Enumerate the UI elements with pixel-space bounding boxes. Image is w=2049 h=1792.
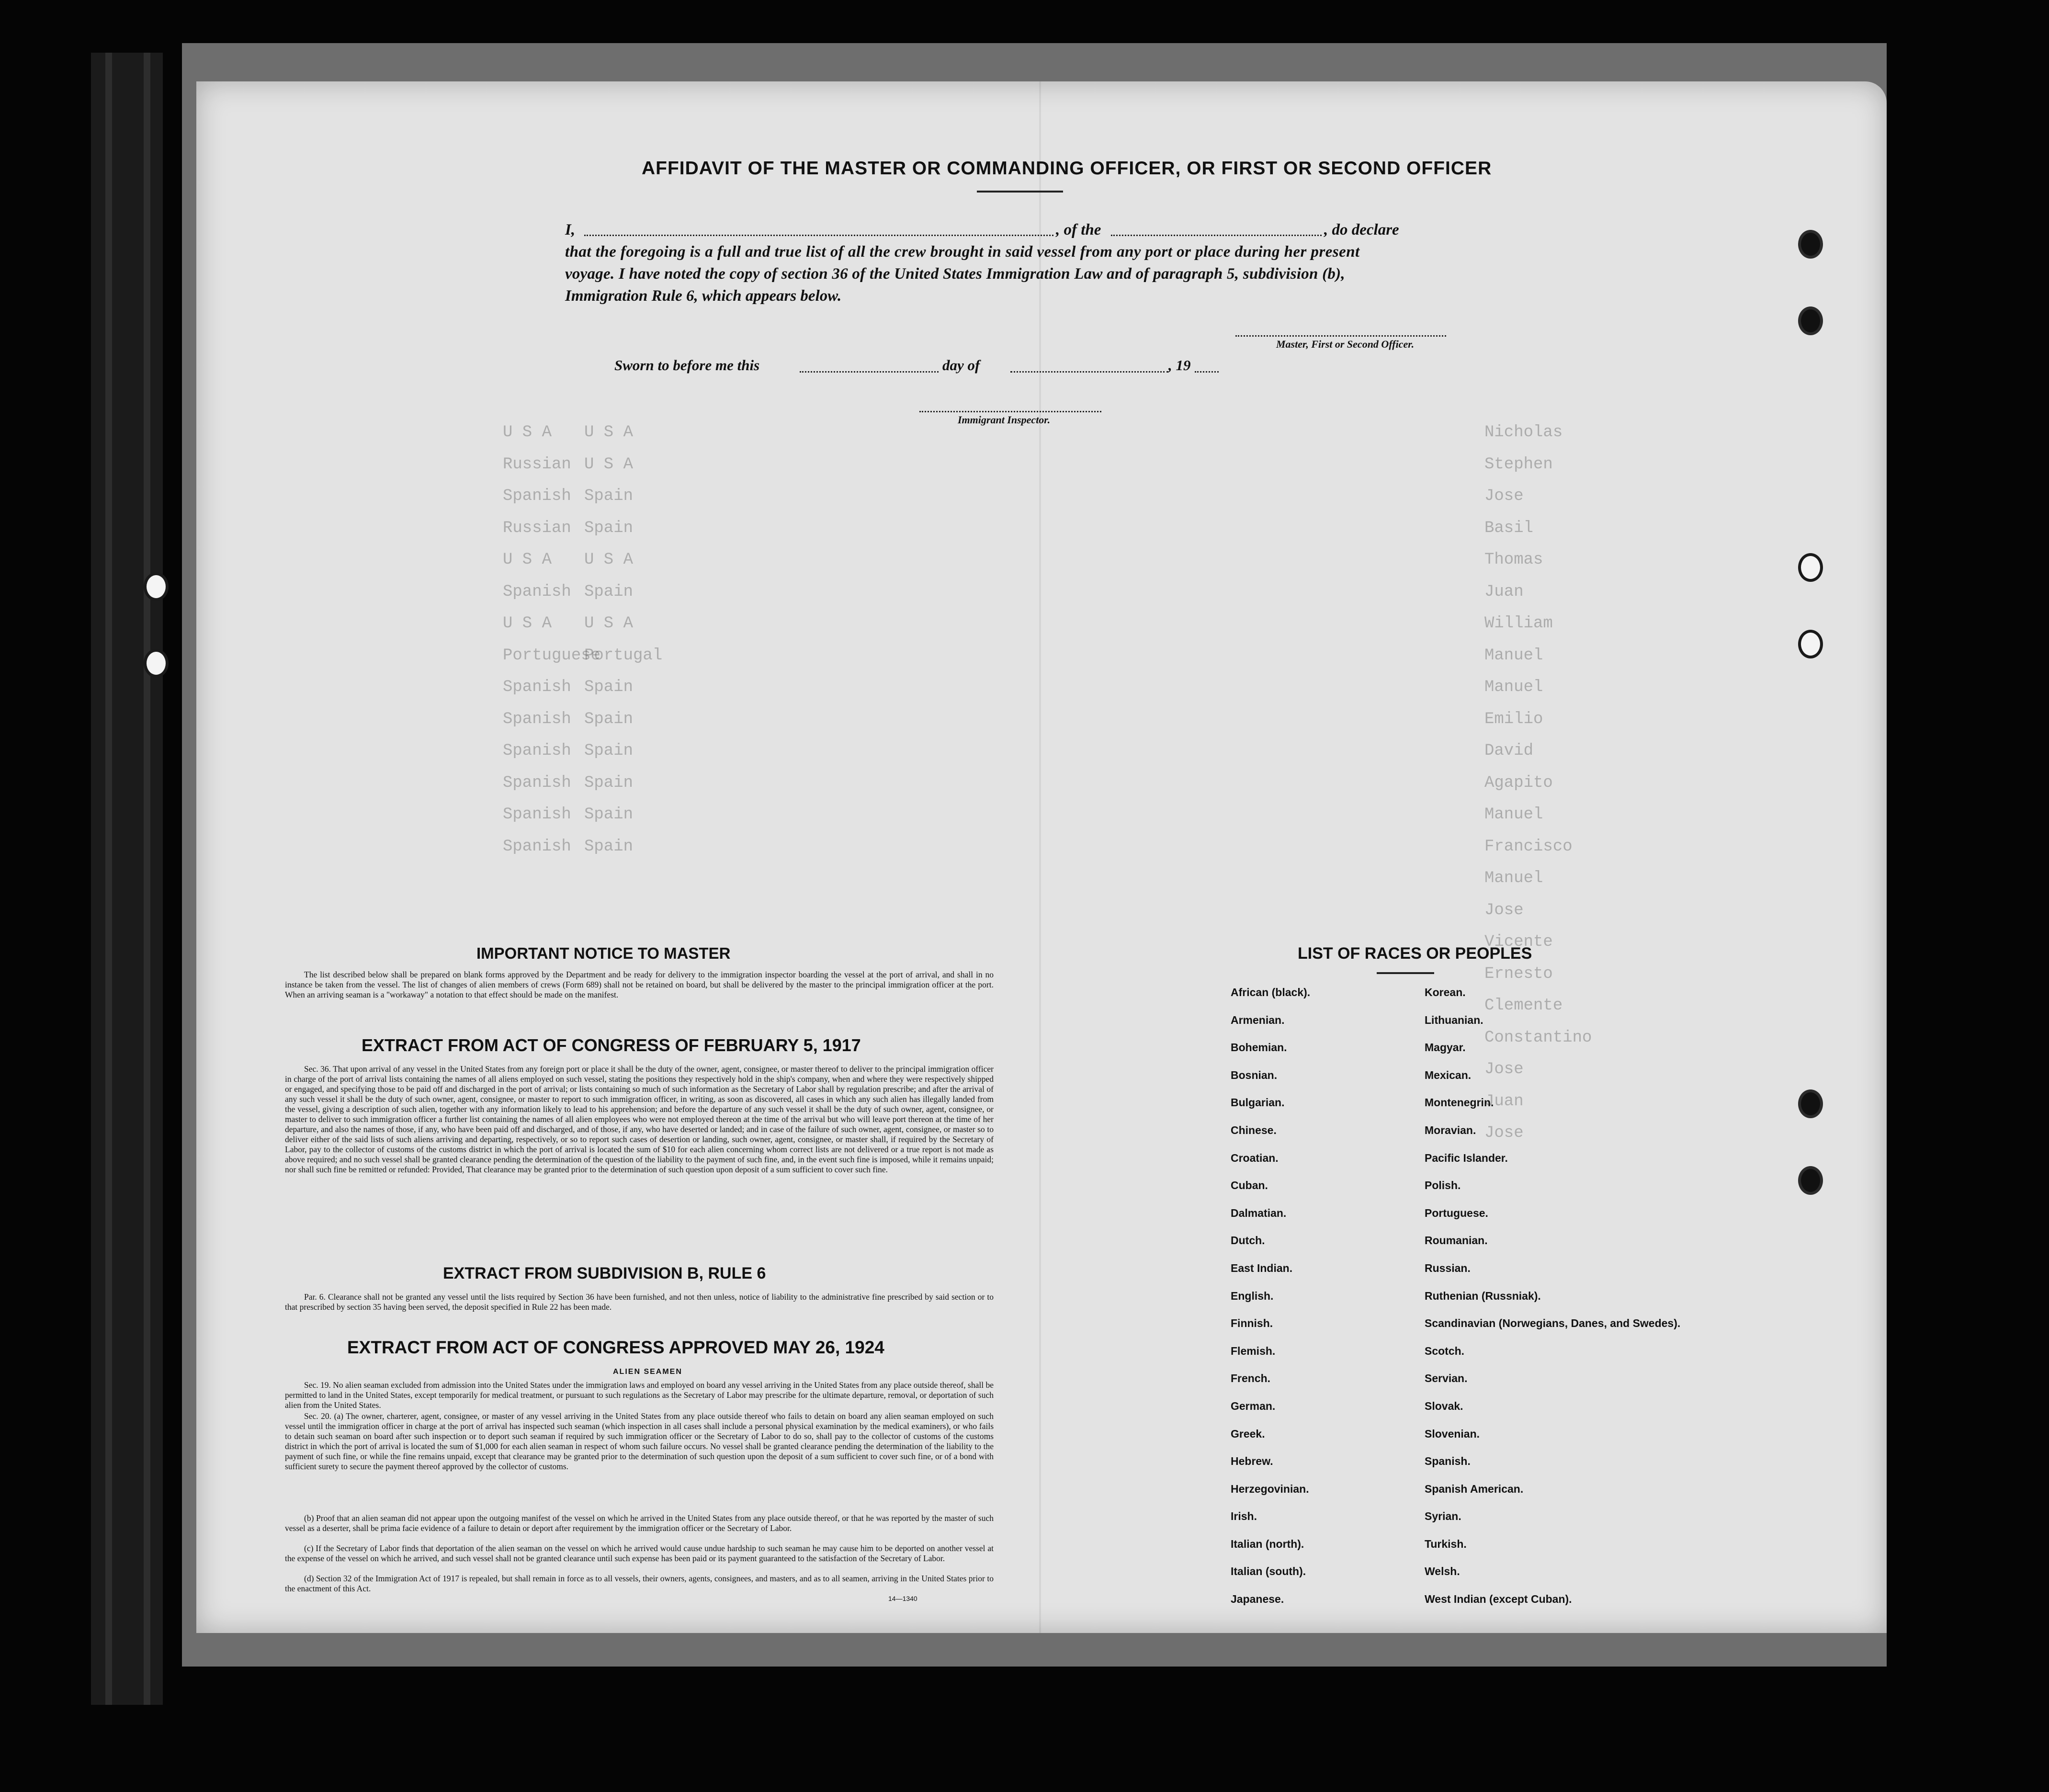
races-list-left (1231, 987, 1310, 1621)
rule-6-title: EXTRACT FROM SUBDIVISION B, RULE 6 (443, 1264, 766, 1282)
race-item: Moravian. (1425, 1123, 1476, 1136)
sec-20d-text: (d) Section 32 of the Immigration Act of 1917 is repealed, but shall remain in force as to all vessels, their owners, agents, consignees, and masters, and as to all seamen, arriving in the United States prior to the enactment of this Act. (285, 1574, 994, 1593)
race-item: Italian (north). (1231, 1537, 1304, 1550)
race-item: English. (1231, 1289, 1274, 1302)
day-of-label: day of (942, 357, 980, 374)
bleed-text: U S A (584, 455, 634, 474)
rule-6-text: Par. 6. Clearance shall not be granted any vessel until the lists required by Section 36 have been furnished, and not then unless, notice of liability to the administrative fine prescribed by said section or to that prescribed by section 35 having been served, the deposit specified in Rule 22 has been made. (285, 1292, 994, 1312)
race-item: Italian (south). (1231, 1565, 1306, 1578)
race-item: Cuban. (1231, 1179, 1268, 1192)
bleed-text: Stephen (1484, 455, 1553, 474)
year-label: , 19 (1168, 357, 1191, 374)
vessel-name-field[interactable] (1111, 235, 1322, 236)
binder-spine (91, 53, 163, 1705)
affidavit-i-label: I, (565, 221, 576, 238)
bleed-text: Basil (1484, 519, 1534, 537)
bleed-text: Russian (503, 519, 571, 537)
bleed-text: Spanish (503, 582, 571, 601)
race-item: Syrian. (1425, 1510, 1461, 1523)
affidavit-declare-label: , do declare (1324, 221, 1399, 238)
race-item: Portuguese. (1425, 1206, 1488, 1219)
sec-20b-text: (b) Proof that an alien seaman did not appear upon the outgoing manifest of the vessel on which he arrived in the United States from any place outside thereof, or that he was reported by the master of such vessel as a deserter, shall be prima facie evidence of a failure to detain or deport after requirement by the immigration officer or the Secretary of Labor. (285, 1513, 994, 1533)
bleed-text: Spain (584, 710, 634, 728)
races-title: LIST OF RACES OR PEOPLES (1298, 944, 1532, 963)
bleed-text: U S A (584, 423, 634, 442)
bleed-text: Agapito (1484, 773, 1553, 792)
race-item: Turkish. (1425, 1537, 1467, 1550)
race-item: Ruthenian (Russniak). (1425, 1289, 1541, 1302)
bleed-text: Spain (584, 487, 634, 505)
declarant-name-field[interactable] (584, 235, 1053, 236)
race-item: Croatian. (1231, 1151, 1279, 1164)
bleed-text: Manuel (1484, 646, 1543, 665)
race-item: Bohemian. (1231, 1041, 1287, 1054)
extract-1917-text: Sec. 36. That upon arrival of any vessel in the United States from any foreign port or place it shall be the duty of the owner, agent, consignee, or master thereof to deliver to the principal immigration officer in charge of the port of arrival lists containing the names of all aliens employed on such vessel, stating the positions they respectively hold in the ship's company, when and where they were respectively shipped or engaged, and specifying those to be paid off and discharged in the port of arrival; or lists containing so much of such information as the Secretary of Labor shall by regulation prescribe; and after the arrival of any such vessel it shall be the duty of such owner, agent, consignee, or master to report to such immigration officer, in writing, as soon as discovered, all cases in which any such alien has illegally landed from the vessel, giving a description of such alien, together with any information likely to lead to his apprehension; and before the departure of any such vessel it shall be the duty of such owner, agent, consignee, or master to deliver to such immigration officer a further list containing the names of all alien employees who were not employed thereon at the time of the arrival but who will leave port thereon at the time of her departure, and also the names of those, if any, who have been paid off and discharged, and of those, if any, who have deserted or landed; and in case of the failure of such owner, agent, consignee, or master so to deliver either of the said lists of such aliens arriving and departing, respectively, or so to report such cases of desertion or landing, such owner, agent, consignee, or master shall, if required by the Secretary of Labor, pay to the collector of customs of the customs district in which the port of arrival is located the sum of $10 for each alien concerning whom correct lists are not delivered or a true report is not made as above required; and no such vessel shall be granted clearance pending the determination of the question of the liability to the payment of such fine, and, in the event such fine is imposed, while it remains unpaid; nor shall such fine be remitted or refunded: Provided, That clearance may be granted prior to the determination of such question upon deposit of a sum sufficient to cover such fine. (285, 1064, 994, 1174)
affidavit-of-label: , of the (1056, 221, 1101, 238)
race-item: Servian. (1425, 1372, 1468, 1385)
race-item: Polish. (1425, 1179, 1461, 1192)
binder-strip (105, 53, 112, 1705)
race-item: West Indian (except Cuban). (1425, 1593, 1572, 1606)
master-signature-field[interactable] (1235, 335, 1446, 337)
bleed-text: Jose (1484, 1060, 1524, 1078)
punch-hole-left (144, 649, 169, 678)
form-code: 14—1340 (888, 1595, 917, 1602)
sec-19-text: Sec. 19. No alien seaman excluded from admission into the United States under the immigration laws and employed on board any vessel arriving in the United States from any place outside thereof, shall be permitted to land in the United States, except temporarily for medical treatment, or pursuant to such regulations as the Secretary of Labor may prescribe for the ultimate departure, removal, or deportation of such alien from the United States. (285, 1380, 994, 1410)
bleed-text: William (1484, 614, 1553, 633)
race-item: French. (1231, 1372, 1271, 1385)
bleed-text: Francisco (1484, 837, 1573, 856)
bleed-text: Manuel (1484, 805, 1543, 824)
punch-hole-right (1798, 306, 1823, 335)
bleed-through-countries (584, 417, 662, 862)
bleed-text: Jose (1484, 1124, 1524, 1142)
race-item: Greek. (1231, 1427, 1265, 1440)
races-list-right (1425, 987, 1680, 1621)
race-item: Korean. (1425, 986, 1466, 998)
race-item: Bosnian. (1231, 1068, 1278, 1081)
notice-text: The list described below shall be prepared on blank forms approved by the Department and be ready for delivery to the immigration inspector boarding the vessel at the port of arrival, and shall in no instance be taken from the vessel. The list of changes of alien members of crews (Form 689) shall not be retained on board, but shall be delivered by the master to the principal immigration officer at the port. When an arriving seaman is a "workaway" a notation to that effect should be made on the manifest. (285, 970, 994, 999)
bleed-text: David (1484, 742, 1534, 760)
bleed-text: Spanish (503, 678, 571, 696)
bleed-text: Spanish (503, 487, 571, 505)
bleed-text: Russian (503, 455, 571, 474)
bleed-text: Spanish (503, 837, 571, 856)
center-fold (1039, 81, 1041, 1633)
affidavit-text-line: Immigration Rule 6, which appears below. (565, 287, 842, 305)
punch-hole-right (1798, 630, 1823, 658)
punch-hole-right (1798, 553, 1823, 582)
bleed-text: Manuel (1484, 678, 1543, 696)
punch-hole-left (144, 572, 169, 601)
race-item: Dalmatian. (1231, 1206, 1287, 1219)
race-item: Welsh. (1425, 1565, 1460, 1578)
race-item: Irish. (1231, 1510, 1257, 1523)
affidavit-text-line: that the foregoing is a full and true list of all the crew brought in said vessel from any port or place during her present (565, 243, 1360, 261)
notice-title: IMPORTANT NOTICE TO MASTER (476, 944, 731, 962)
bleed-text: Thomas (1484, 551, 1543, 569)
race-item: African (black). (1231, 986, 1311, 998)
bleed-text: U S A (503, 423, 552, 442)
race-item: Spanish. (1425, 1455, 1471, 1468)
bleed-text: U S A (503, 551, 552, 569)
bleed-text: Spanish (503, 710, 571, 728)
bleed-text: Spain (584, 805, 634, 824)
title-rule (977, 191, 1063, 193)
punch-hole-right (1798, 1089, 1823, 1118)
bleed-text: U S A (503, 614, 552, 633)
race-item: Herzegovinian. (1231, 1482, 1309, 1495)
bleed-text: Spanish (503, 773, 571, 792)
affidavit-title: AFFIDAVIT OF THE MASTER OR COMMANDING OFFICER, OR FIRST OR SECOND OFFICER (642, 158, 1492, 179)
race-item: East Indian. (1231, 1261, 1293, 1274)
race-item: Pacific Islander. (1425, 1151, 1508, 1164)
race-item: Roumanian. (1425, 1234, 1488, 1247)
punch-hole-right (1798, 230, 1823, 259)
bleed-text: Clemente (1484, 997, 1563, 1015)
bleed-text: Spanish (503, 805, 571, 824)
race-item: Hebrew. (1231, 1455, 1273, 1468)
race-item: Mexican. (1425, 1068, 1472, 1081)
race-item: German. (1231, 1399, 1276, 1412)
bleed-text: Vicente (1484, 933, 1553, 951)
punch-hole-right (1798, 1166, 1823, 1195)
bleed-text: Portugal (584, 646, 663, 665)
extract-1924-title: EXTRACT FROM ACT OF CONGRESS APPROVED MAY 26, 1924 (347, 1338, 884, 1357)
race-item: Finnish. (1231, 1317, 1273, 1330)
alien-seamen-subtitle: ALIEN SEAMEN (613, 1368, 682, 1376)
sworn-year-field[interactable] (1195, 371, 1219, 373)
extract-1917-title: EXTRACT FROM ACT OF CONGRESS OF FEBRUARY 5, 1917 (362, 1035, 861, 1055)
race-item: Slovenian. (1425, 1427, 1480, 1440)
bleed-text: Spain (584, 519, 634, 537)
sec-20c-text: (c) If the Secretary of Labor finds that deportation of the alien seaman on the vessel on which he arrived would cause undue hardship to such seaman he may cause him to be deported on another vessel at the expense of the vessel on which he arrived, and such vessel shall not be granted clearance until such expense has been paid or its payment guaranteed to the satisfaction of the Secretary of Labor. (285, 1543, 994, 1563)
race-item: Magyar. (1425, 1041, 1466, 1054)
race-item: Spanish American. (1425, 1482, 1524, 1495)
race-item: Chinese. (1231, 1123, 1277, 1136)
bleed-text: Jose (1484, 901, 1524, 919)
bleed-text: Constantino (1484, 1028, 1592, 1047)
bleed-text: Spanish (503, 742, 571, 760)
race-item: Slovak. (1425, 1399, 1463, 1412)
race-item: Scandinavian (Norwegians, Danes, and Swedes). (1425, 1317, 1681, 1330)
sworn-label: Sworn to before me this (614, 357, 760, 374)
races-rule (1377, 972, 1434, 974)
bleed-text: Jose (1484, 487, 1524, 505)
race-item: Armenian. (1231, 1013, 1285, 1026)
bleed-text: U S A (584, 551, 634, 569)
bleed-text: Spain (584, 678, 634, 696)
race-item: Japanese. (1231, 1593, 1284, 1606)
bleed-text: Juan (1484, 1092, 1524, 1111)
inspector-label: Immigrant Inspector. (958, 414, 1051, 426)
race-item: Bulgarian. (1231, 1096, 1285, 1109)
bleed-text: U S A (584, 614, 634, 633)
bleed-text: Nicholas (1484, 423, 1563, 442)
inspector-signature-field[interactable] (919, 411, 1101, 412)
race-item: Russian. (1425, 1261, 1471, 1274)
race-item: Scotch. (1425, 1344, 1465, 1357)
bleed-text: Spain (584, 837, 634, 856)
bleed-text: Ernesto (1484, 964, 1553, 983)
bleed-text: Spain (584, 773, 634, 792)
bleed-text: Manuel (1484, 869, 1543, 887)
race-item: Montenegrin. (1425, 1096, 1494, 1109)
affidavit-text-line: voyage. I have noted the copy of section 36 of the United States Immigration Law and of paragraph 5, subdivision (b), (565, 265, 1345, 283)
sec-20a-text: Sec. 20. (a) The owner, charterer, agent, consignee, or master of any vessel arriving in the United States from any place outside thereof who fails to detain on board any alien seaman employed on such vessel until the immigration officer in charge at the port of arrival has inspected such seaman (which inspection in all cases shall include a personal physical examination by the medical examiners), or who fails to detain such seaman on board after such inspection or to deport such seaman if required by such immigration officer or the Secretary of Labor to do so, shall pay to the collector of customs of the customs district in which the port of arrival is located the sum of $1,000 for each alien seaman in respect of whom such failure occurs. No vessel shall be granted clearance pending the determination of the liability to the payment of such fine, or while the fine remains unpaid, except that clearance may be granted prior to the determination of such question upon the deposit of a sum sufficient to cover such fine, or of a bond with sufficient surety to secure the payment thereof approved by the collector of customs. (285, 1411, 994, 1471)
binder-strip (144, 53, 150, 1705)
race-item: Flemish. (1231, 1344, 1276, 1357)
race-item: Lithuanian. (1425, 1013, 1483, 1026)
bleed-text: Portuguese (503, 646, 601, 665)
race-item: Dutch. (1231, 1234, 1265, 1247)
sworn-day-field[interactable] (800, 371, 939, 373)
bleed-text: Emilio (1484, 710, 1543, 728)
sworn-month-field[interactable] (1010, 371, 1168, 373)
master-signature-label: Master, First or Second Officer. (1276, 338, 1415, 350)
bleed-text: Spain (584, 582, 634, 601)
bleed-text: Juan (1484, 582, 1524, 601)
bleed-text: Spain (584, 742, 634, 760)
